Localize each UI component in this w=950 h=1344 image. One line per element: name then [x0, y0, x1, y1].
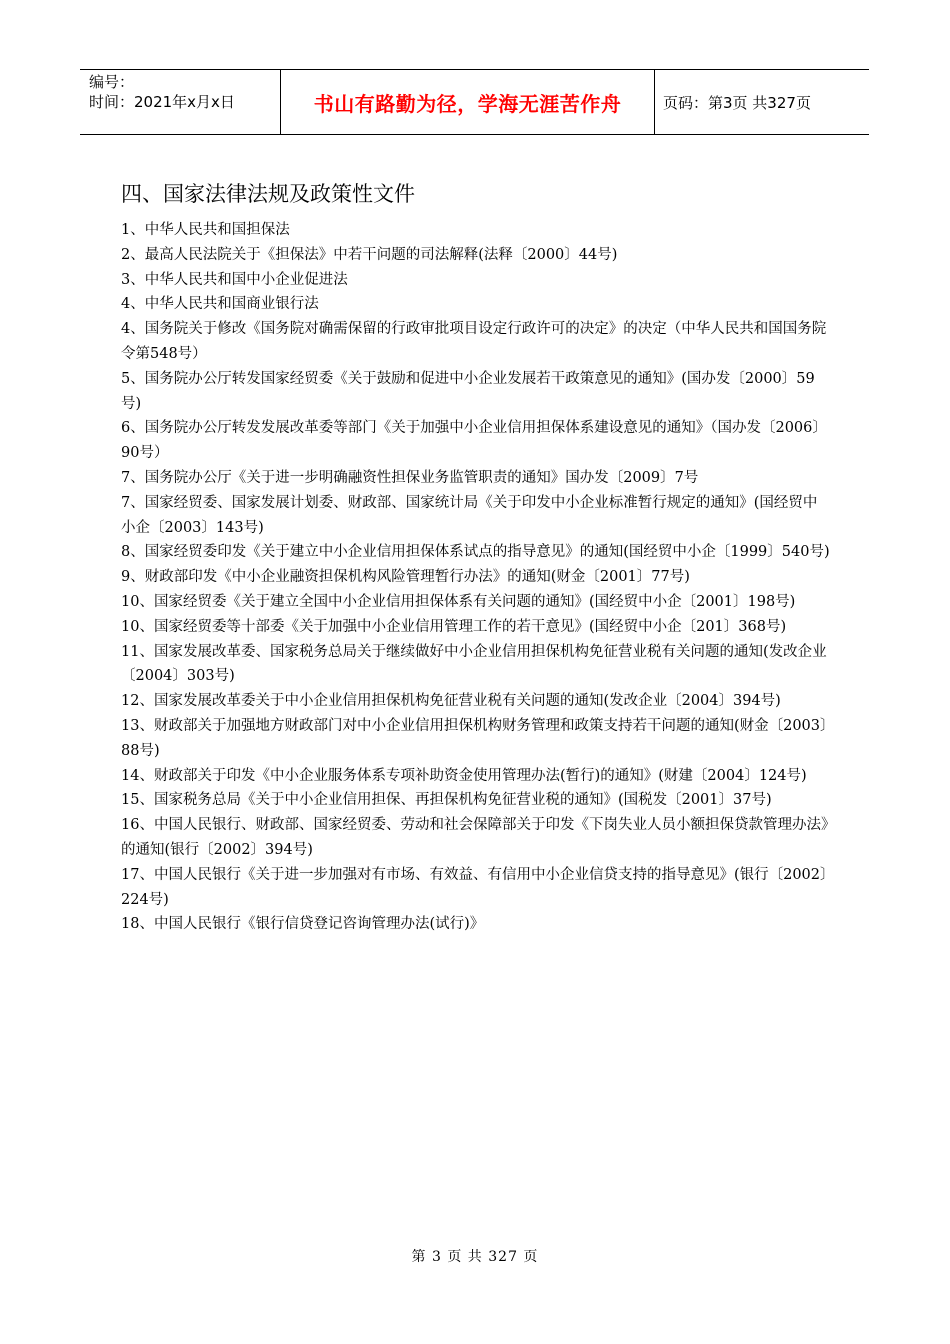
- law-list-item: 8、国家经贸委印发《关于建立中小企业信用担保体系试点的指导意见》的通知(国经贸中小企〔1999〕540号): [121, 544, 830, 561]
- law-list-item: 12、国家发展改革委关于中小企业信用担保机构免征营业税有关问题的通知(发改企业〔2004〕394号): [121, 693, 781, 710]
- law-list-item: 3、中华人民共和国中小企业促进法: [121, 271, 348, 288]
- law-list-item: 7、国家经贸委、国家发展计划委、财政部、国家统计局《关于印发中小企业标准暂行规定的通知》(国经贸中小企〔2003〕143号): [121, 494, 818, 536]
- header-meta-cell: [80, 70, 281, 134]
- document-number-label: 编号：: [89, 73, 135, 91]
- header-page-cell: [655, 70, 869, 134]
- law-list-item: 9、财政部印发《中小企业融资担保机构风险管理暂行办法》的通知(财金〔2001〕77号): [121, 569, 690, 586]
- law-list-item: 4、中华人民共和国商业银行法: [121, 296, 319, 313]
- law-list-item: 15、国家税务总局《关于中小企业信用担保、再担保机构免征营业税的通知》(国税发〔2001〕37号): [121, 792, 772, 809]
- header-motto-cell: [281, 70, 655, 134]
- law-list-item: 1、中华人民共和国担保法: [121, 222, 290, 238]
- page-header: [80, 69, 869, 135]
- header-motto: 书山有路勤为径，学海无涯苦作舟: [313, 91, 622, 116]
- law-list-item: 17、中国人民银行《关于进一步加强对有市场、有效益、有信用中小企业信贷支持的指导意见》(银行〔2002〕224号): [121, 866, 828, 908]
- law-list-item: 16、中国人民银行、财政部、国家经贸委、劳动和社会保障部关于印发《下岗失业人员小额担保贷款管理办法》的通知(银行〔2002〕394号): [121, 817, 829, 858]
- section-title: 四、国家法律法规及政策性文件: [121, 182, 415, 206]
- law-list-item: 18、中国人民银行《银行信贷登记咨询管理办法(试行)》: [121, 916, 485, 933]
- law-list-item: 14、财政部关于印发《中小企业服务体系专项补助资金使用管理办法(暂行)的通知》(财建〔2004〕124号): [121, 767, 807, 784]
- law-list-item: 11、国家发展改革委、国家税务总局关于继续做好中小企业信用担保机构免征营业税有关问题的通知(发改企业〔2004〕303号): [121, 643, 827, 685]
- law-list-item: 10、国家经贸委等十部委《关于加强中小企业信用管理工作的若干意见》(国经贸中小企〔201〕368号): [121, 618, 787, 635]
- page-footer: 第 3 页 共 327 页: [411, 1249, 539, 1265]
- law-list-item: 13、财政部关于加强地方财政部门对中小企业信用担保机构财务管理和政策支持若干问题的通知(财金〔2003〕88号): [121, 717, 828, 759]
- law-list-item: 7、国务院办公厅《关于进一步明确融资性担保业务监管职责的通知》国办发〔2009〕7号: [121, 469, 699, 486]
- law-list-item: 10、国家经贸委《关于建立全国中小企业信用担保体系有关问题的通知》(国经贸中小企〔2001〕198号): [121, 593, 796, 610]
- law-list-item: 4、国务院关于修改《国务院对确需保留的行政审批项目设定行政许可的决定》的决定（中华人民共和国国务院令第548号）: [121, 321, 827, 362]
- document-time-label: 时间：2021年x月x日: [89, 93, 235, 111]
- law-list-item: 6、国务院办公厅转发发展改革委等部门《关于加强中小企业信用担保体系建设意见的通知》（国办发〔2006〕90号）: [121, 420, 827, 462]
- law-document-list: [121, 218, 831, 937]
- header-page-label: 页码：第3页 共327页: [663, 93, 811, 112]
- law-list-item: 2、最高人民法院关于《担保法》中若干问题的司法解释(法释〔2000〕44号): [121, 246, 618, 263]
- law-list-item: 5、国务院办公厅转发国家经贸委《关于鼓励和促进中小企业发展若干政策意见的通知》(国办发〔2000〕59号): [121, 370, 815, 412]
